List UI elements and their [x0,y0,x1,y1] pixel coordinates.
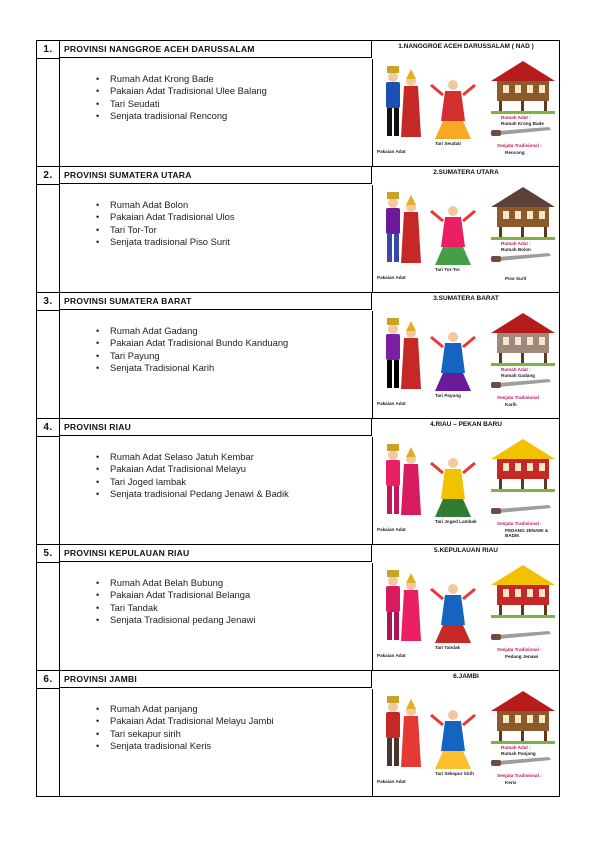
item-senjata: • Senjata Tradisional Karih [110,362,288,374]
item-pakaian-adat: • Pakaian Adat Tradisional Ulos [110,211,235,223]
row-number: 1. [37,41,60,59]
item-senjata: • Senjata tradisional Piso Surit [110,236,235,248]
province-details [60,689,373,796]
province-item-list [110,451,289,501]
item-tari: • Tari Seudati [110,98,267,110]
province-table [36,40,560,797]
item-pakaian-adat: • Pakaian Adat Tradisional Melayu [110,463,289,475]
house-drawing [491,439,555,492]
province-title: PROVINSI RIAU [60,419,372,436]
item-rumah-adat: • Rumah Adat Bolon [110,199,235,211]
label-rumah-head: Rumah Adat : [501,367,531,372]
label-pakaian: Pakaian Adat [377,653,406,658]
province-illustration [373,167,560,292]
item-pakaian-adat: • Pakaian Adat Tradisional Melayu Jambi [110,715,274,727]
province-details [60,311,373,418]
province-row [37,293,560,419]
row-number-blank-cell [37,563,60,670]
dancer-figure [431,206,475,265]
house-drawing [491,61,555,114]
label-rumah: Rumah Bolon [501,247,531,252]
province-details [60,185,373,292]
province-row [37,671,560,797]
label-senjata: Rencong [505,150,525,155]
row-number-blank-cell [37,689,60,796]
house-drawing [491,313,555,366]
label-senjata-head: Senjata Tradisional : [497,647,542,652]
label-tari: Tari Seudati [435,141,461,146]
item-senjata: • Senjata tradisional Rencong [110,110,267,122]
item-rumah-adat: • Rumah Adat Gadang [110,325,288,337]
province-row [37,545,560,671]
label-tari: Tari Tandak [435,645,461,650]
dancer-figure [431,332,475,391]
label-senjata-head: Senjata Tradisional [497,395,539,400]
label-pakaian: Pakaian Adat [377,275,406,280]
province-title: PROVINSI JAMBI [60,671,372,688]
house-drawing [491,565,555,618]
row-number-blank-cell [37,59,60,166]
label-pakaian: Pakaian Adat [377,149,406,154]
item-rumah-adat: • Rumah Adat Selaso Jatuh Kembar [110,451,289,463]
item-senjata: • Senjata Tradisional pedang Jenawi [110,614,255,626]
province-row [37,419,560,545]
item-tari: • Tari Tandak [110,602,255,614]
item-rumah-adat: • Rumah Adat panjang [110,703,274,715]
label-senjata: PEDANG JENAWI & BADIK [505,528,549,538]
province-row [37,41,560,167]
label-pakaian: Pakaian Adat [377,527,406,532]
label-rumah: Rumah Krong Bade [501,121,544,126]
item-tari: • Tari sekapur sirih [110,728,274,740]
item-rumah-adat: • Rumah Adat Krong Bade [110,73,267,85]
illustration-title: 5.KEPULAUAN RIAU [434,547,498,554]
couple-figure [386,66,421,137]
province-illustration [373,293,560,418]
label-tari: Tari Sekapur Sirih [435,771,474,776]
label-tari: Tari Payung [435,393,461,398]
dancer-figure [431,584,475,643]
couple-figure [386,444,421,515]
province-item-list [110,703,274,753]
province-title: PROVINSI SUMATERA BARAT [60,293,372,310]
item-pakaian-adat: • Pakaian Adat Tradisional Ulee Balang [110,85,267,97]
weapon-drawing [491,757,551,766]
item-tari: • Tari Joged lambak [110,476,289,488]
province-item-list [110,199,235,249]
house-drawing [491,691,555,744]
row-number: 5. [37,545,60,563]
illustration-image [373,177,559,291]
item-rumah-adat: • Rumah Adat Belah Bubung [110,577,255,589]
province-details [60,437,373,544]
label-pakaian: Pakaian Adat [377,779,406,784]
label-senjata: Keris [505,780,517,785]
weapon-drawing [491,505,551,514]
row-number-blank-cell [37,311,60,418]
weapon-drawing [491,127,551,136]
weapon-drawing [491,253,551,262]
province-illustration [373,41,560,166]
province-item-list [110,73,267,123]
province-details [60,59,373,166]
province-title: PROVINSI SUMATERA UTARA [60,167,372,184]
province-item-list [110,325,288,375]
province-details [60,563,373,670]
label-rumah-head: Rumah Adat : [501,241,531,246]
label-tari: Tari Tor-Tor [435,267,461,272]
label-rumah-head: Rumah Adat : [501,745,531,750]
province-item-list [110,577,255,627]
house-drawing [491,187,555,240]
item-senjata: • Senjata tradisional Keris [110,740,274,752]
province-illustration [373,671,560,796]
province-title: PROVINSI KEPULAUAN RIAU [60,545,372,562]
row-number: 4. [37,419,60,437]
couple-figure [386,696,421,767]
label-rumah: Rumah Gadang [501,373,535,378]
row-number-blank-cell [37,185,60,292]
province-illustration [373,419,560,544]
couple-figure [386,570,421,641]
couple-figure [386,318,421,389]
illustration-title: 4.RIAU – PEKAN BARU [430,421,502,428]
label-senjata-head: Senjata Tradisional : [497,143,542,148]
illustration-title: 1.NANGGROE ACEH DARUSSALAM ( NAD ) [398,43,534,50]
dancer-figure [431,710,475,769]
row-number: 3. [37,293,60,311]
label-senjata-head: Senjata Tradisional : [497,521,542,526]
illustration-title: 3.SUMATERA BARAT [433,295,499,302]
item-pakaian-adat: • Pakaian Adat Tradisional Belanga [110,589,255,601]
weapon-drawing [491,379,551,388]
label-rumah: Rumah Panjang [501,751,536,756]
label-senjata: Piso Surit [505,276,527,281]
item-tari: • Tari Payung [110,350,288,362]
item-pakaian-adat: • Pakaian Adat Tradisional Bundo Kanduang [110,337,288,349]
dancer-figure [431,80,475,139]
item-tari: • Tari Tor-Tor [110,224,235,236]
label-senjata-head: Senjata Tradisional : [497,773,542,778]
row-number: 6. [37,671,60,689]
illustration-title: 2.SUMATERA UTARA [433,169,499,176]
province-title: PROVINSI NANGGROE ACEH DARUSSALAM [60,41,372,58]
item-senjata: • Senjata tradisional Pedang Jenawi & Badik [110,488,289,500]
label-senjata: Karih [505,402,517,407]
label-rumah-head: Rumah Adat : [501,115,531,120]
province-row [37,167,560,293]
dancer-figure [431,458,475,517]
province-illustration [373,545,560,670]
row-number-blank-cell [37,437,60,544]
illustration-title: 6.JAMBI [453,673,479,680]
label-pakaian: Pakaian Adat [377,401,406,406]
weapon-drawing [491,631,551,640]
label-tari: Tari Joged Lambak [435,519,477,524]
couple-figure [386,192,421,263]
label-senjata: Pedang Jenawi [505,654,539,659]
row-number: 2. [37,167,60,185]
